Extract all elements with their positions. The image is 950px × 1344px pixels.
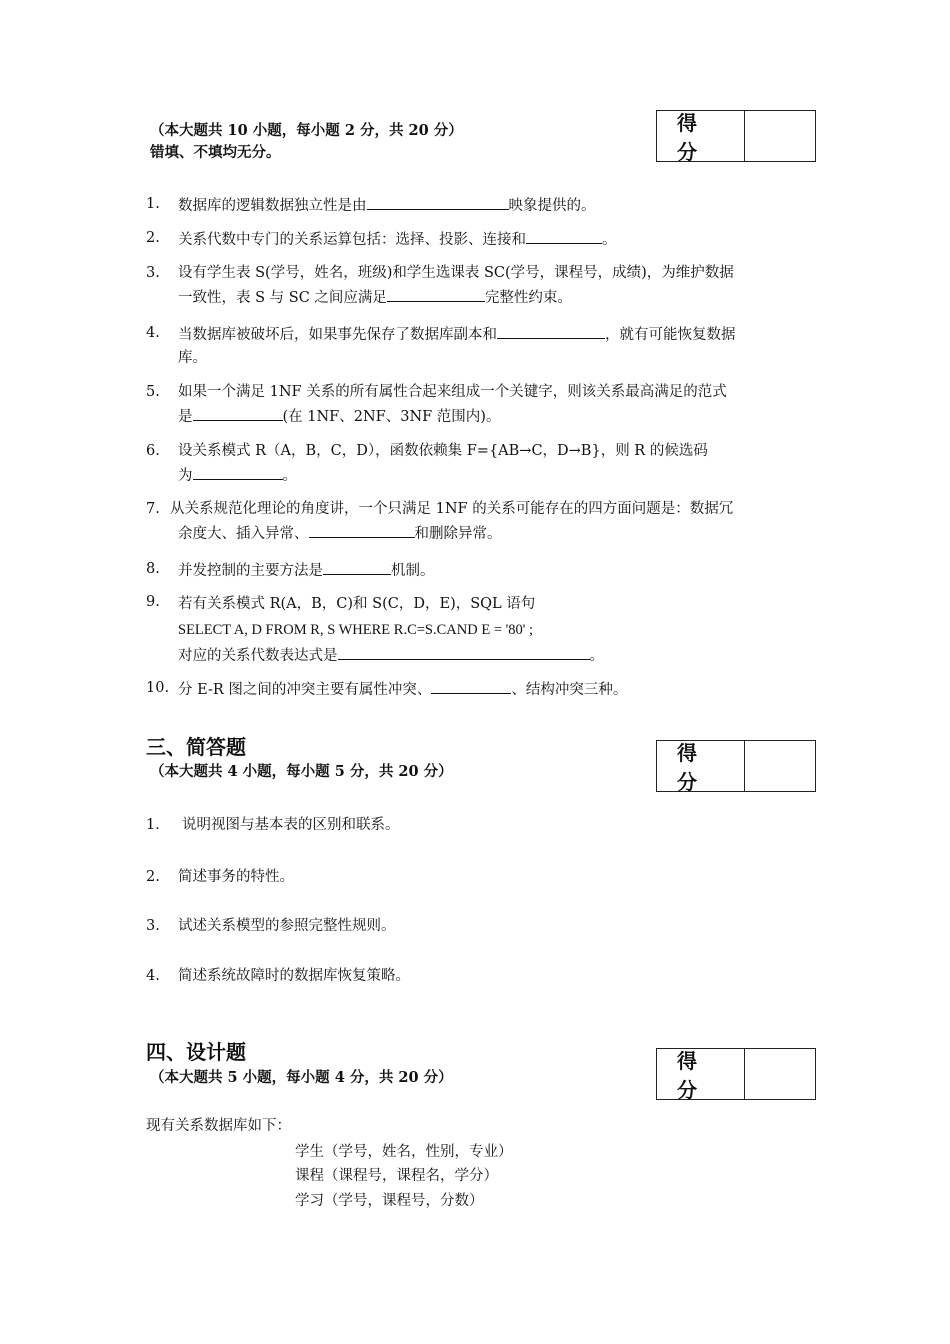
fill-question-4: 4. 当数据库被破坏后，如果事先保存了数据库副本和 ，就有可能恢复数据 库。 bbox=[146, 322, 736, 370]
short-question-2: 2. 简述事务的特性。 bbox=[146, 869, 294, 885]
fill-question-2: 2. 关系代数中专门的关系运算包括：选择、投影、连接和 。 bbox=[146, 227, 617, 252]
fill-question-9: 9. 若有关系模式 R(A，B，C)和 S(C，D，E)，SQL 语句 SELECT A, D FROM R, S WHERE R.C=S.CAND E = '80' ; 对应的关系代数表达式是 。 bbox=[146, 594, 604, 664]
relation-course: 课程（课程号，课程名，学分） bbox=[295, 1168, 498, 1184]
score-label: 得 分 bbox=[657, 741, 745, 791]
answer-blank[interactable] bbox=[193, 463, 283, 480]
fill-question-7: 7. 从关系规范化理论的角度讲，一个只满足 1NF 的关系可能存在的四方面问题是：数据冗 余度大、插入异常、 和删除异常。 bbox=[146, 501, 734, 542]
section3-title: 三、简答题 bbox=[146, 735, 246, 759]
fill-question-10: 10. 分 E-R 图之间的冲突主要有属性冲突、 、结构冲突三种。 bbox=[146, 677, 627, 702]
score-value-cell[interactable] bbox=[745, 741, 815, 791]
answer-blank[interactable] bbox=[497, 322, 605, 339]
answer-blank[interactable] bbox=[526, 227, 602, 244]
fill-question-8: 8. 并发控制的主要方法是 机制。 bbox=[146, 558, 435, 583]
answer-blank[interactable] bbox=[387, 285, 485, 302]
answer-blank[interactable] bbox=[431, 677, 511, 694]
section2-note-line1: （本大题共 10 小题，每小题 2 分，共 20 分） bbox=[150, 122, 463, 139]
short-question-4: 4. 简述系统故障时的数据库恢复策略。 bbox=[146, 968, 410, 984]
score-value-cell[interactable] bbox=[745, 111, 815, 161]
relation-study: 学习（学号，课程号，分数） bbox=[295, 1193, 484, 1209]
section2-note bbox=[150, 120, 463, 164]
fill-question-6: 6. 设关系模式 R（A，B，C，D），函数依赖集 F={AB→C，D→B}，则 R 的候选码 为 。 bbox=[146, 443, 708, 484]
answer-blank[interactable] bbox=[367, 193, 509, 210]
fill-question-1: 1. 数据库的逻辑数据独立性是由 映象提供的。 bbox=[146, 193, 596, 218]
answer-blank[interactable] bbox=[193, 404, 283, 421]
fill-question-3: 3. 设有学生表 S(学号，姓名，班级)和学生选课表 SC(学号，课程号，成绩)，为维护数据 一致性，表 S 与 SC 之间应满足 完整性约束。 bbox=[146, 265, 734, 306]
score-label: 得 分 bbox=[657, 111, 745, 161]
fill-question-5: 5. 如果一个满足 1NF 关系的所有属性合起来组成一个关键字，则该关系最高满足的范式 是 (在 1NF、2NF、3NF 范围内)。 bbox=[146, 384, 727, 425]
sql-statement: SELECT A, D FROM R, S WHERE R.C=S.CAND E = '80' ; bbox=[178, 622, 533, 638]
section2-note-line2: 错填、不填均无分。 bbox=[150, 144, 281, 161]
answer-blank[interactable] bbox=[323, 558, 391, 575]
section3-note: （本大题共 4 小题，每小题 5 分，共 20 分） bbox=[150, 763, 453, 780]
design-intro: 现有关系数据库如下： bbox=[146, 1118, 291, 1134]
answer-blank[interactable] bbox=[309, 521, 415, 538]
section4-title: 四、设计题 bbox=[146, 1040, 246, 1064]
section4-note: （本大题共 5 小题，每小题 4 分，共 20 分） bbox=[150, 1069, 453, 1086]
score-label: 得 分 bbox=[657, 1049, 745, 1099]
short-question-3: 3. 试述关系模型的参照完整性规则。 bbox=[146, 918, 396, 934]
answer-blank[interactable] bbox=[338, 643, 590, 660]
relation-student: 学生（学号，姓名，性别，专业） bbox=[295, 1144, 513, 1160]
section3-score-box bbox=[656, 740, 816, 792]
short-question-1: 1． 说明视图与基本表的区别和联系。 bbox=[146, 817, 400, 833]
score-value-cell[interactable] bbox=[745, 1049, 815, 1099]
section4-score-box bbox=[656, 1048, 816, 1100]
section2-score-box bbox=[656, 110, 816, 162]
